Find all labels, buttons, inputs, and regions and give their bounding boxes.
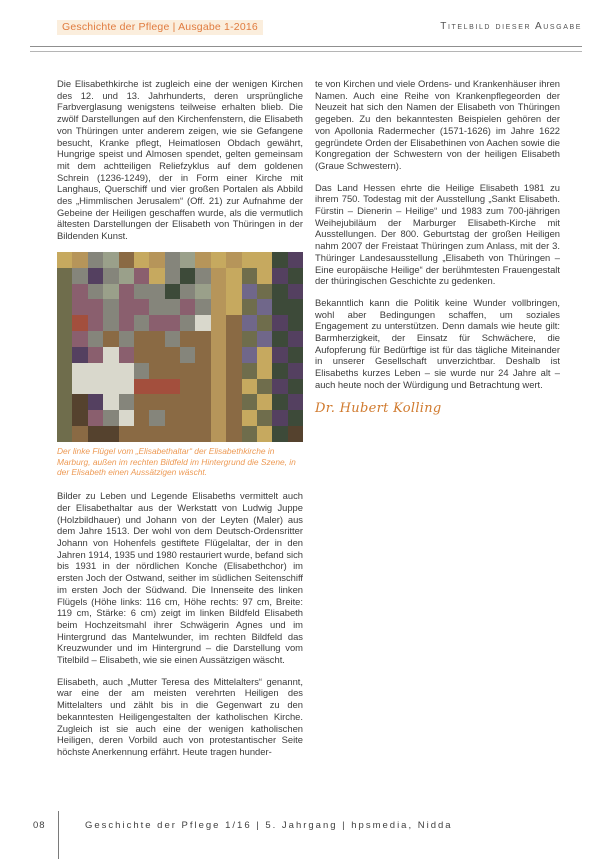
mosaic-cell (242, 299, 257, 315)
mosaic-cell (195, 331, 210, 347)
right-paragraphs (315, 78, 560, 391)
mosaic-cell (165, 410, 180, 426)
mosaic-cell (119, 252, 134, 268)
mosaic-cell (134, 426, 149, 442)
mosaic-cell (103, 379, 118, 395)
mosaic-cell (72, 347, 87, 363)
mosaic-cell (72, 315, 87, 331)
mosaic-cell (272, 299, 287, 315)
mosaic-cell (226, 363, 241, 379)
mosaic-cell (134, 268, 149, 284)
mosaic-cell (180, 363, 195, 379)
mosaic-cell (165, 394, 180, 410)
mosaic-cell (180, 331, 195, 347)
mosaic-cell (257, 268, 272, 284)
mosaic-cell (257, 299, 272, 315)
mosaic-cell (288, 363, 303, 379)
mosaic-cell (134, 347, 149, 363)
mosaic-cell (165, 363, 180, 379)
mosaic-cell (57, 284, 72, 300)
mosaic-cell (242, 252, 257, 268)
mosaic-cell (165, 268, 180, 284)
mosaic-cell (195, 363, 210, 379)
mosaic-cell (226, 299, 241, 315)
mosaic-cell (149, 410, 164, 426)
mosaic-cell (226, 331, 241, 347)
mosaic-cell (211, 284, 226, 300)
mosaic-cell (103, 394, 118, 410)
mosaic-cell (119, 394, 134, 410)
mosaic-cell (165, 426, 180, 442)
mosaic-cell (88, 394, 103, 410)
altar-triptych-image (57, 252, 303, 442)
paragraph: te von Kirchen und viele Ordens- und Krankenhäuser ihren Namen. Auch eine Reihe von Krankenpflegeorden der Neuzeit hat sich den Namen der Elisabeth von Thüringen gegeben. Zu den bekanntesten Beispielen gehören der von Apollonia Radermecher (1571-1626) im Jahre 1622 gegründete Orden der Elisabethinen von Aachen sowie die Kongregation der Schwestern von der heiligen Elisabeth (Graue Schwestern). (315, 78, 560, 171)
paragraph: Bekanntlich kann die Politik keine Wunder vollbringen, wohl aber Bedingungen schaffen, um soziales Engagement zu unterstützen. Denn damals wie heute gilt: Barmherzigkeit, der Einsatz für Schwächere, die Aufopferung für Bedürftige ist für das tägliche Miteinander in unserer Gesellschaft unverzichtbar. Deshalb ist Elisabeths kurzes Leben – sie wurde nur 24 Jahre alt – auch heute noch der Würdigung und Betrachtung wert. (315, 296, 560, 390)
mosaic-cell (134, 315, 149, 331)
right-column (315, 78, 560, 768)
page-number: 08 (33, 820, 46, 831)
header-divider (30, 46, 582, 52)
mosaic-cell (72, 252, 87, 268)
mosaic-cell (103, 268, 118, 284)
mosaic-cell (88, 331, 103, 347)
mosaic-cell (119, 410, 134, 426)
mosaic-cell (272, 394, 287, 410)
mosaic-cell (288, 268, 303, 284)
mosaic-cell (149, 379, 164, 395)
author-signature: Dr. Hubert Kolling (315, 400, 442, 416)
mosaic-cell (226, 394, 241, 410)
mosaic-cell (119, 347, 134, 363)
intro-paragraph: Die Elisabethkirche ist zugleich eine der wenigen Kirchen des 12. und 13. Jahrhunderts, deren ursprüngliche Farbverglasung wenigstens teilweise erhalten blieb. Die zwölf Darstellungen auf den Kirchenfenstern, die Elisabeth von Thüringen unter anderem zeigen, wie sie Gefangene besucht, Kranke pflegt, Heimatlosen Obdach gewährt, Hungrige speist und Almosen spendet, gelten gemeinsam mit dem achtteiligen Reliefzyklus auf dem goldenen Schrein (1236-1249), der in Form einer Kirche mit Langhaus, Querschiff und vier großen Portalen als Abbild des „Himmlischen Jerusalem“ (Off. 21) zur Aufnahme der Gebeine der Heiligen geschaffen wurde, als die vermutlich ältesten Darstellungen der Elisabeth von Thüringen in der Bildenden Kunst. (57, 78, 303, 242)
mosaic-cell (211, 394, 226, 410)
mosaic-cell (288, 379, 303, 395)
mosaic-cell (288, 426, 303, 442)
mosaic-cell (242, 363, 257, 379)
mosaic-cell (257, 363, 272, 379)
mosaic-cell (211, 410, 226, 426)
mosaic-cell (57, 299, 72, 315)
mosaic-cell (72, 299, 87, 315)
image-caption: Der linke Flügel vom „Elisabethaltar“ der Elisabethkirche in Marburg, außen im rechten Bildfeld im Hintergrund die Szene, in der Elisabeth einen Aussätzigen wäscht. (57, 445, 296, 478)
mosaic-cell (88, 347, 103, 363)
mosaic-cell (149, 426, 164, 442)
mosaic-cell (119, 426, 134, 442)
mosaic-cell (288, 299, 303, 315)
mosaic-cell (257, 379, 272, 395)
mosaic-cell (257, 426, 272, 442)
page-header (30, 20, 582, 38)
mosaic-cell (226, 426, 241, 442)
mosaic-cell (180, 347, 195, 363)
mosaic-cell (180, 284, 195, 300)
mosaic-cell (119, 331, 134, 347)
mosaic-cell (257, 252, 272, 268)
mosaic-cell (57, 394, 72, 410)
mosaic-cell (180, 410, 195, 426)
mosaic-cell (226, 252, 241, 268)
mosaic-cell (134, 394, 149, 410)
mosaic-cell (180, 315, 195, 331)
mosaic-cell (72, 426, 87, 442)
mosaic-cell (57, 379, 72, 395)
mosaic-cell (119, 315, 134, 331)
mosaic-cell (195, 252, 210, 268)
mosaic-cell (242, 410, 257, 426)
mosaic-cell (134, 363, 149, 379)
mosaic-cell (226, 410, 241, 426)
mosaic-cell (149, 347, 164, 363)
mosaic-cell (165, 315, 180, 331)
mosaic-cell (149, 252, 164, 268)
mosaic-cell (88, 252, 103, 268)
mosaic-cell (88, 315, 103, 331)
mosaic-cell (149, 299, 164, 315)
journal-title: Geschichte der Pflege | Ausgabe 1-2016 (57, 20, 263, 35)
mosaic-cell (242, 268, 257, 284)
mosaic-cell (211, 299, 226, 315)
mosaic-cell (134, 284, 149, 300)
mosaic-cell (119, 268, 134, 284)
mosaic-cell (242, 284, 257, 300)
mosaic-cell (103, 252, 118, 268)
mosaic-cell (180, 426, 195, 442)
mosaic-cell (72, 268, 87, 284)
mosaic-cell (103, 315, 118, 331)
mosaic-cell (103, 426, 118, 442)
mosaic-cell (226, 315, 241, 331)
mosaic-cell (288, 394, 303, 410)
left-paragraphs (57, 490, 303, 757)
mosaic-cell (211, 331, 226, 347)
mosaic-cell (149, 363, 164, 379)
page-footer (0, 815, 612, 859)
paragraph: Elisabeth, auch „Mutter Teresa des Mittelalters“ genannt, war eine der am meisten verehrten Heiligen des Mittelalters und zählt bis in die Gegenwart zu den bekanntesten Heiligengestalten der katholischen Kirche. Zugleich ist sie auch eine der wenigen katholischen Heiligen, deren Vorbild auch von protestantischer Seite höchste Anerkennung erfährt. Heute tragen hunder- (57, 675, 303, 757)
mosaic-cell (242, 331, 257, 347)
mosaic-cell (288, 284, 303, 300)
mosaic-cell (226, 268, 241, 284)
paragraph: Das Land Hessen ehrte die Heilige Elisabeth 1981 zu ihrem 750. Todestag mit der Ausstellung „Sankt Elisabeth. Fürstin – Dienerin – Heilige“ und 1983 zum 700-jährigen Weihejubiläum der Marburger Elisabeth-Kirche mit Ausstellungen. Der 800. Geburtstag der großen Heiligen nahm 2007 der Freistaat Thüringen zum Anlass, mit der 3. Thüringer Landesausstellung „Elisabeth von Thüringen – Eine europäische Heilige“ der berühmtesten Frauengestalt der thüringischen Geschichte zu gedenken. (315, 181, 560, 287)
mosaic-cell (242, 394, 257, 410)
mosaic-cell (134, 410, 149, 426)
mosaic-cell (134, 379, 149, 395)
mosaic-cell (195, 284, 210, 300)
mosaic-cell (57, 363, 72, 379)
mosaic-cell (257, 394, 272, 410)
mosaic-cell (211, 379, 226, 395)
mosaic-cell (57, 426, 72, 442)
mosaic-cell (103, 363, 118, 379)
mosaic-cell (242, 426, 257, 442)
mosaic-cell (272, 284, 287, 300)
mosaic-cell (57, 347, 72, 363)
mosaic-cell (88, 363, 103, 379)
mosaic-cell (119, 284, 134, 300)
footer-text: Geschichte der Pflege 1/16 | 5. Jahrgang | hpsmedia, Nidda (85, 820, 453, 831)
mosaic-cell (257, 284, 272, 300)
mosaic-cell (272, 268, 287, 284)
mosaic-cell (195, 394, 210, 410)
mosaic-cell (149, 331, 164, 347)
mosaic-cell (119, 363, 134, 379)
left-column (57, 78, 303, 768)
mosaic-cell (149, 268, 164, 284)
mosaic-cell (288, 315, 303, 331)
mosaic-cell (103, 331, 118, 347)
mosaic-cell (165, 284, 180, 300)
section-heading: Titelbild dieser Ausgabe (440, 21, 582, 32)
mosaic-cell (257, 410, 272, 426)
mosaic-cell (226, 379, 241, 395)
mosaic-cell (226, 284, 241, 300)
mosaic-cell (72, 363, 87, 379)
mosaic-cell (195, 299, 210, 315)
mosaic-cell (165, 347, 180, 363)
mosaic-cell (272, 347, 287, 363)
mosaic-cell (272, 426, 287, 442)
mosaic-cell (288, 331, 303, 347)
article-body (57, 78, 560, 768)
mosaic-cell (272, 315, 287, 331)
mosaic-cell (272, 363, 287, 379)
mosaic-cell (288, 410, 303, 426)
mosaic-cell (72, 394, 87, 410)
mosaic-cell (288, 252, 303, 268)
mosaic-cell (242, 315, 257, 331)
mosaic-cell (211, 363, 226, 379)
mosaic-cell (242, 347, 257, 363)
mosaic-cell (88, 379, 103, 395)
mosaic-cell (165, 252, 180, 268)
mosaic-cell (103, 284, 118, 300)
mosaic-cell (272, 252, 287, 268)
mosaic-cell (88, 410, 103, 426)
mosaic-cell (103, 299, 118, 315)
mosaic-cell (88, 284, 103, 300)
mosaic-cell (195, 347, 210, 363)
mosaic-cell (211, 252, 226, 268)
altar-figure (57, 252, 303, 478)
paragraph: Bilder zu Leben und Legende Elisabeths vermittelt auch der Elisabethaltar aus der Werkstatt von Ludwig Juppe (Holzbildhauer) und Johann von der Leyten (Maler) aus dem Jahre 1513. Der wohl von dem Deutsch-Ordensritter Johann von Hohenfels gestiftete Flügelaltar, der in den Jahren 1914, 1935 und 1980 restauriert wurde, befand sich bis 1931 in der nördlichen Konche (Elisabethchor) im ersten Joch der Ostwand, seither im südlichen Seitenschiff im ersten Joch der Südwand. Die Innenseite des linken Flügels (Höhe links: 116 cm, Höhe rechts: 97 cm, Breite: 119 cm, Stärke: 6 cm) zeigt im linken Bildfeld Elisabeth beim Hochzeitsmahl ihrer Schwägerin Agnes und im Hintergrund das Mantelwunder, im rechten Bildfeld das Kreuzwunder und im Hintergrund – die Darstellung vom Titelbild – Elisabeth, wie sie einen Aussätzigen wäscht. (57, 490, 304, 666)
mosaic-cell (195, 315, 210, 331)
mosaic-cell (88, 426, 103, 442)
mosaic-cell (180, 379, 195, 395)
mosaic-cell (257, 315, 272, 331)
mosaic-cell (195, 379, 210, 395)
mosaic-cell (57, 268, 72, 284)
mosaic-cell (72, 284, 87, 300)
mosaic-cell (195, 410, 210, 426)
mosaic-cell (57, 252, 72, 268)
mosaic-cell (272, 410, 287, 426)
mosaic-cell (242, 379, 257, 395)
mosaic-cell (180, 252, 195, 268)
mosaic-cell (211, 268, 226, 284)
mosaic-cell (211, 315, 226, 331)
mosaic-cell (211, 347, 226, 363)
mosaic-cell (180, 268, 195, 284)
mosaic-cell (257, 331, 272, 347)
mosaic-cell (72, 410, 87, 426)
mosaic-cell (195, 268, 210, 284)
mosaic-cell (134, 299, 149, 315)
mosaic-cell (119, 299, 134, 315)
mosaic-cell (57, 331, 72, 347)
mosaic-cell (88, 299, 103, 315)
mosaic-cell (149, 284, 164, 300)
mosaic-cell (119, 379, 134, 395)
mosaic-cell (149, 315, 164, 331)
mosaic-cell (211, 426, 226, 442)
mosaic-cell (288, 347, 303, 363)
mosaic-cell (272, 379, 287, 395)
mosaic-cell (103, 347, 118, 363)
mosaic-cell (57, 315, 72, 331)
mosaic-cell (195, 426, 210, 442)
mosaic-cell (134, 252, 149, 268)
mosaic-cell (72, 331, 87, 347)
mosaic-cell (180, 299, 195, 315)
mosaic-cell (257, 347, 272, 363)
mosaic-cell (134, 331, 149, 347)
mosaic-cell (272, 331, 287, 347)
mosaic-cell (103, 410, 118, 426)
mosaic-cell (165, 299, 180, 315)
mosaic-cell (226, 347, 241, 363)
mosaic-cell (57, 410, 72, 426)
mosaic-cell (88, 268, 103, 284)
mosaic-cell (165, 331, 180, 347)
mosaic-cell (180, 394, 195, 410)
mosaic-cell (149, 394, 164, 410)
footer-divider (58, 811, 59, 859)
mosaic-cell (165, 379, 180, 395)
mosaic-cell (72, 379, 87, 395)
